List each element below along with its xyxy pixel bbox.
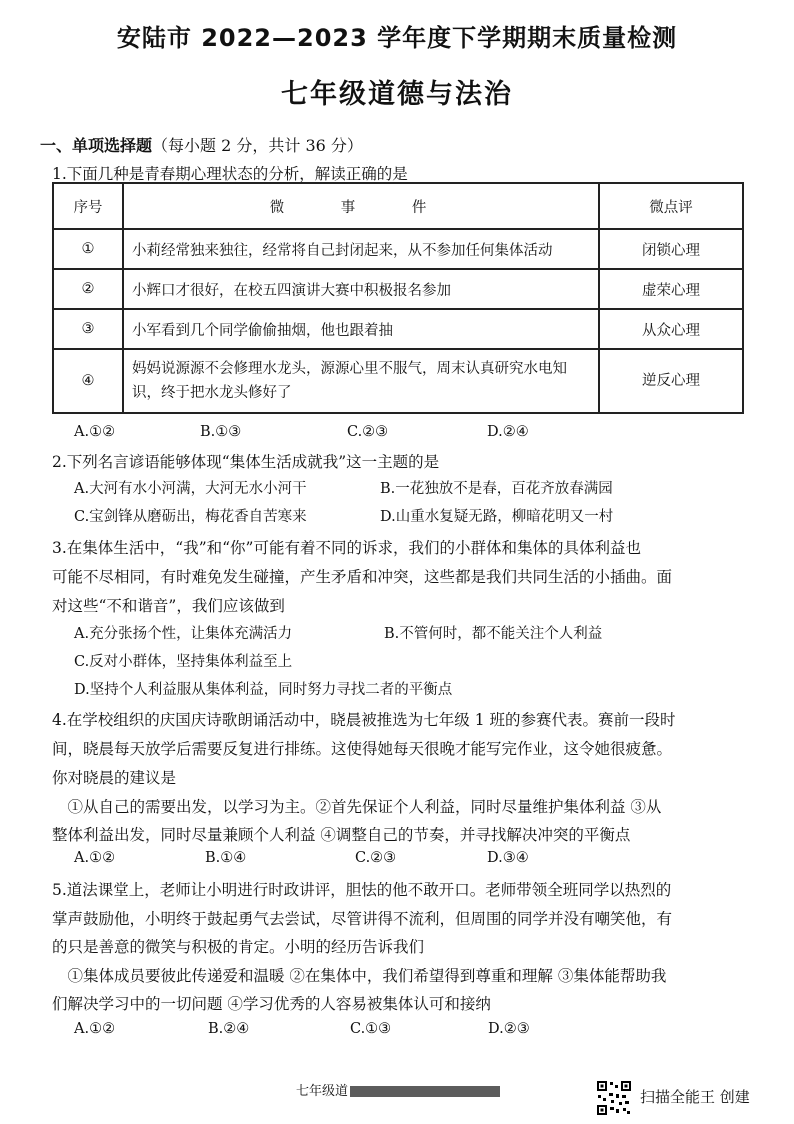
q1-option-c[interactable]: C.②③ [347, 424, 389, 440]
q1-table [52, 182, 744, 414]
q3-line: 可能不尽相同，有时难免发生碰撞，产生矛盾和冲突，这些都是我们共同生活的小插曲。面 [52, 568, 673, 586]
q1-option-d[interactable]: D.②④ [487, 424, 529, 440]
q4-line: ①从自己的需要出发，以学习为主。②首先保证个人利益，同时尽量维护集体利益 ③从 [52, 798, 662, 816]
q1-option-a[interactable]: A.①② [74, 424, 116, 440]
row-event: 妈妈说源源不会修理水龙头，源源心里不服气，周末认真研究水电知识，终于把水龙头修好了 [123, 349, 599, 413]
footer-label: 七年级道 [296, 1084, 349, 1099]
table-header-no: 序号 [53, 183, 123, 229]
row-no: ③ [53, 309, 123, 349]
row-comment: 从众心理 [599, 309, 743, 349]
q5-line: 们解决学习中的一切问题 ④学习优秀的人容易被集体认可和接纳 [52, 995, 491, 1013]
subject-title: 七年级道德与法治 [281, 79, 513, 110]
row-comment: 虚荣心理 [599, 269, 743, 309]
q5-option-c[interactable]: C.①③ [350, 1021, 392, 1037]
q3-option-d[interactable]: D.坚持个人利益服从集体利益，同时努力寻找二者的平衡点 [74, 682, 453, 698]
table-header-row [53, 183, 743, 229]
q2-stem: 2.下列名言谚语能够体现“集体生活成就我”这一主题的是 [52, 453, 440, 471]
scanner-watermark: 扫描全能王 创建 [640, 1088, 750, 1106]
table-header-event: 微 事 件 [123, 183, 599, 229]
exam-title: 安陆市 2022—2023 学年度下学期期末质量检测 [116, 24, 678, 52]
q3-line: 3.在集体生活中，“我”和“你”可能有着不同的诉求，我们的小群体和集体的具体利益也 [52, 539, 641, 557]
table-row [53, 349, 743, 413]
qr-code-icon [596, 1080, 632, 1116]
row-event: 小莉经常独来独往，经常将自己封闭起来，从不参加任何集体活动 [123, 229, 599, 269]
q4-option-d[interactable]: D.③④ [487, 850, 529, 866]
q3-option-b[interactable]: B.不管何时，都不能关注个人利益 [384, 626, 603, 642]
q4-line: 整体利益出发，同时尽量兼顾个人利益 ④调整自己的节奏，并寻找解决冲突的平衡点 [52, 826, 631, 844]
table-row [53, 269, 743, 309]
row-no: ② [53, 269, 123, 309]
q2-option-c[interactable]: C.宝剑锋从磨砺出，梅花香自苦寒来 [74, 509, 307, 525]
q3-option-c[interactable]: C.反对小群体，坚持集体利益至上 [74, 654, 293, 670]
row-comment: 逆反心理 [599, 349, 743, 413]
section-title: 一、单项选择题 [40, 136, 153, 155]
q4-line: 你对晓晨的建议是 [52, 769, 177, 787]
row-comment: 闭锁心理 [599, 229, 743, 269]
table-row [53, 229, 743, 269]
q5-option-a[interactable]: A.①② [74, 1021, 116, 1037]
q3-option-a[interactable]: A.充分张扬个性，让集体充满活力 [74, 626, 293, 642]
q5-line: 掌声鼓励他，小明终于鼓起勇气去尝试，尽管讲得不流利，但周围的同学并没有嘲笑他，有 [52, 910, 673, 928]
row-event: 小辉口才很好，在校五四演讲大赛中积极报名参加 [123, 269, 599, 309]
q4-option-a[interactable]: A.①② [74, 850, 116, 866]
q5-line: 5.道法课堂上，老师让小明进行时政讲评，胆怯的他不敢开口。老师带领全班同学以热烈的 [52, 881, 672, 899]
q4-option-c[interactable]: C.②③ [355, 850, 397, 866]
q5-option-d[interactable]: D.②③ [488, 1021, 530, 1037]
table-row [53, 309, 743, 349]
q1-stem: 1.下面几种是青春期心理状态的分析，解读正确的是 [52, 165, 408, 183]
page-footer [296, 1080, 500, 1099]
section-note: （每小题 2 分，共计 36 分） [152, 136, 363, 155]
q2-option-a[interactable]: A.大河有水小河满，大河无水小河干 [74, 481, 307, 497]
q4-option-b[interactable]: B.①④ [205, 850, 247, 866]
table-header-comment: 微点评 [599, 183, 743, 229]
q2-option-d[interactable]: D.山重水复疑无路，柳暗花明又一村 [380, 509, 614, 525]
q2-option-b[interactable]: B.一花独放不是春，百花齐放春满园 [380, 481, 613, 497]
blurred-footer-text [350, 1086, 500, 1097]
row-no: ① [53, 229, 123, 269]
q5-line: 的只是善意的微笑与积极的肯定。小明的经历告诉我们 [52, 938, 425, 956]
q4-line: 4.在学校组织的庆国庆诗歌朗诵活动中，晓晨被推选为七年级 1 班的参赛代表。赛前一段时 [52, 711, 676, 729]
q1-option-b[interactable]: B.①③ [200, 424, 242, 440]
row-no: ④ [53, 349, 123, 413]
section-heading [40, 133, 363, 156]
q5-line: ①集体成员要彼此传递爱和温暖 ②在集体中，我们希望得到尊重和理解 ③集体能帮助我 [52, 967, 667, 985]
row-event: 小军看到几个同学偷偷抽烟，他也跟着抽 [123, 309, 599, 349]
q5-option-b[interactable]: B.②④ [208, 1021, 250, 1037]
q4-line: 间，晓晨每天放学后需要反复进行排练。这使得她每天很晚才能写完作业，这令她很疲惫。 [52, 740, 673, 758]
q3-line: 对这些“不和谐音”，我们应该做到 [52, 597, 285, 615]
